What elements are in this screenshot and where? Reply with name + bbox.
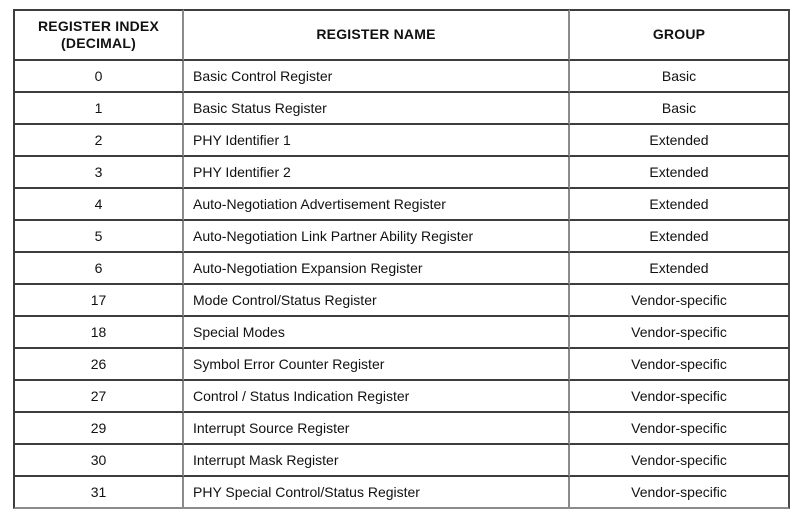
register-index-cell: 1: [13, 93, 184, 125]
register-index-cell: 27: [13, 381, 184, 413]
table-row: [13, 317, 790, 349]
register-group-cell: Basic: [570, 61, 790, 93]
register-group-cell: Extended: [570, 221, 790, 253]
register-index-cell: 4: [13, 189, 184, 221]
register-name-cell: PHY Identifier 2: [184, 157, 570, 189]
table-row: [13, 93, 790, 125]
register-group-cell: Vendor-specific: [570, 445, 790, 477]
register-name-cell: Interrupt Mask Register: [184, 445, 570, 477]
table-row: [13, 61, 790, 93]
register-index-cell: 5: [13, 221, 184, 253]
register-table-body: [13, 61, 790, 509]
col-header-register-name: REGISTER NAME: [184, 9, 570, 61]
register-name-cell: PHY Identifier 1: [184, 125, 570, 157]
register-name-cell: Interrupt Source Register: [184, 413, 570, 445]
table-row: [13, 285, 790, 317]
register-table: [13, 9, 790, 509]
table-row: [13, 445, 790, 477]
table-row: [13, 157, 790, 189]
register-group-cell: Extended: [570, 157, 790, 189]
register-name-cell: Auto-Negotiation Expansion Register: [184, 253, 570, 285]
register-index-cell: 0: [13, 61, 184, 93]
register-name-cell: Auto-Negotiation Link Partner Ability Register: [184, 221, 570, 253]
table-row: [13, 221, 790, 253]
register-group-cell: Vendor-specific: [570, 317, 790, 349]
register-index-cell: 26: [13, 349, 184, 381]
register-index-cell: 30: [13, 445, 184, 477]
register-name-cell: Basic Status Register: [184, 93, 570, 125]
register-group-cell: Vendor-specific: [570, 381, 790, 413]
header-row: [13, 9, 790, 61]
register-name-cell: Control / Status Indication Register: [184, 381, 570, 413]
register-name-cell: Mode Control/Status Register: [184, 285, 570, 317]
table-row: [13, 477, 790, 509]
table-row: [13, 125, 790, 157]
col-header-register-index-line1: REGISTER INDEX: [37, 17, 160, 34]
register-group-cell: Extended: [570, 253, 790, 285]
register-index-cell: 17: [13, 285, 184, 317]
table-row: [13, 189, 790, 221]
register-group-cell: Extended: [570, 125, 790, 157]
register-name-cell: PHY Special Control/Status Register: [184, 477, 570, 509]
register-group-cell: Vendor-specific: [570, 349, 790, 381]
register-index-cell: 18: [13, 317, 184, 349]
register-name-cell: Basic Control Register: [184, 61, 570, 93]
col-header-group: GROUP: [570, 9, 790, 61]
register-index-cell: 29: [13, 413, 184, 445]
register-group-cell: Extended: [570, 189, 790, 221]
register-index-cell: 2: [13, 125, 184, 157]
table-row: [13, 381, 790, 413]
register-index-cell: 3: [13, 157, 184, 189]
table-row: [13, 253, 790, 285]
table-row: [13, 413, 790, 445]
register-name-cell: Special Modes: [184, 317, 570, 349]
register-group-cell: Vendor-specific: [570, 285, 790, 317]
col-header-register-index: [13, 9, 184, 61]
table-row: [13, 349, 790, 381]
register-group-cell: Vendor-specific: [570, 413, 790, 445]
register-group-cell: Vendor-specific: [570, 477, 790, 509]
register-index-cell: 31: [13, 477, 184, 509]
register-name-cell: Symbol Error Counter Register: [184, 349, 570, 381]
col-header-register-index-line2: (DECIMAL): [61, 35, 136, 51]
register-name-cell: Auto-Negotiation Advertisement Register: [184, 189, 570, 221]
register-group-cell: Basic: [570, 93, 790, 125]
register-index-cell: 6: [13, 253, 184, 285]
